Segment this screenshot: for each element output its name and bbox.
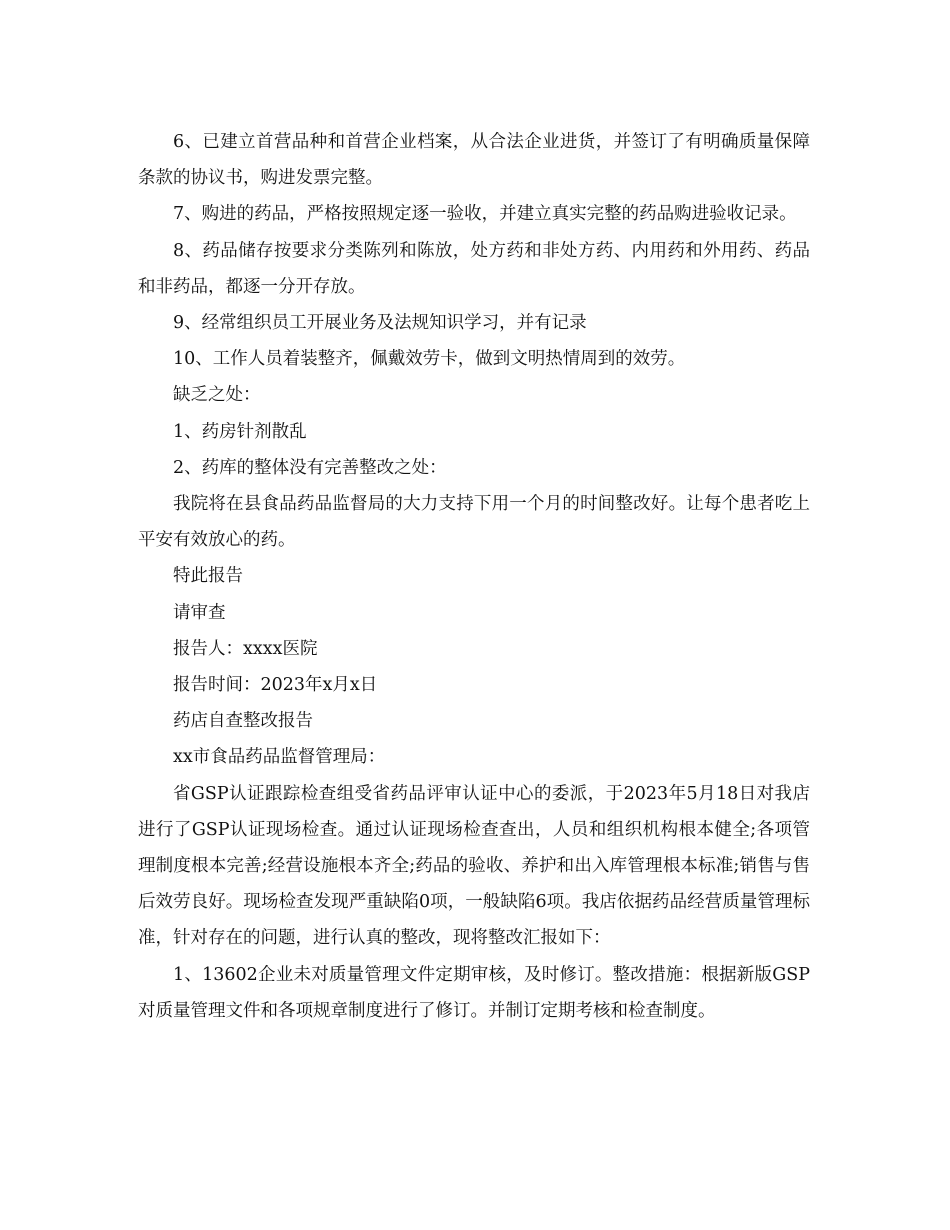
reporter-line: 报告人：xxxx医院 (173, 638, 318, 659)
deficiency-item-1: 1、药房针剂散乱 (173, 421, 307, 442)
rectification-plan: 我院将在县食品药品监督局的大力支持下用一个月的时间整改好。让每个患者吃上平安有效放心的药。 (138, 494, 810, 551)
closing-report-line: 特此报告 (173, 566, 243, 587)
document-body (138, 124, 810, 1029)
deficiencies-heading: 缺乏之处： (173, 385, 261, 406)
report-date-line: 报告时间：2023年x月x日 (173, 675, 378, 696)
recipient-line: xx市食品药品监督管理局： (173, 747, 386, 768)
paragraph-item-10: 10、工作人员着装整齐，佩戴效劳卡，做到文明热情周到的效劳。 (173, 349, 686, 370)
closing-review-line: 请审查 (173, 602, 226, 623)
paragraph-item-8: 8、药品储存按要求分类陈列和陈放，处方药和非处方药、内用药和外用药、药品和非药品，都逐一分开存放。 (138, 240, 810, 297)
paragraph-item-6: 6、已建立首营品种和首营企业档案，从合法企业进货，并签订了有明确质量保障条款的协议书，购进发票完整。 (138, 132, 810, 189)
deficiency-item-2: 2、药库的整体没有完善整改之处： (173, 457, 447, 478)
second-report-title: 药店自查整改报告 (173, 711, 313, 732)
paragraph-item-9: 9、经常组织员工开展业务及法规知识学习，并有记录 (173, 313, 587, 334)
inspection-summary: 省GSP认证跟踪检查组受省药品评审认证中心的委派，于2023年5月18日对我店进行了GSP认证现场检查。通过认证现场检查查出，人员和组织机构根本健全;各项管理制度根本完善;经营设施根本齐全;药品的验收、养护和出入库管理根本标准;销售与售后效劳良好。现场检查发现严重缺陷0项，一般缺陷6项。我店依据药品经营质量管理标准，针对存在的问题，进行认真的整改，现将整改汇报如下： (138, 783, 810, 949)
paragraph-item-7: 7、购进的药品，严格按照规定逐一验收，并建立真实完整的药品购进验收记录。 (173, 204, 797, 225)
rectification-item-1: 1、13602企业未对质量管理文件定期审核，及时修订。整改措施：根据新版GSP对质量管理文件和各项规章制度进行了修订。并制订定期考核和检查制度。 (138, 964, 810, 1021)
